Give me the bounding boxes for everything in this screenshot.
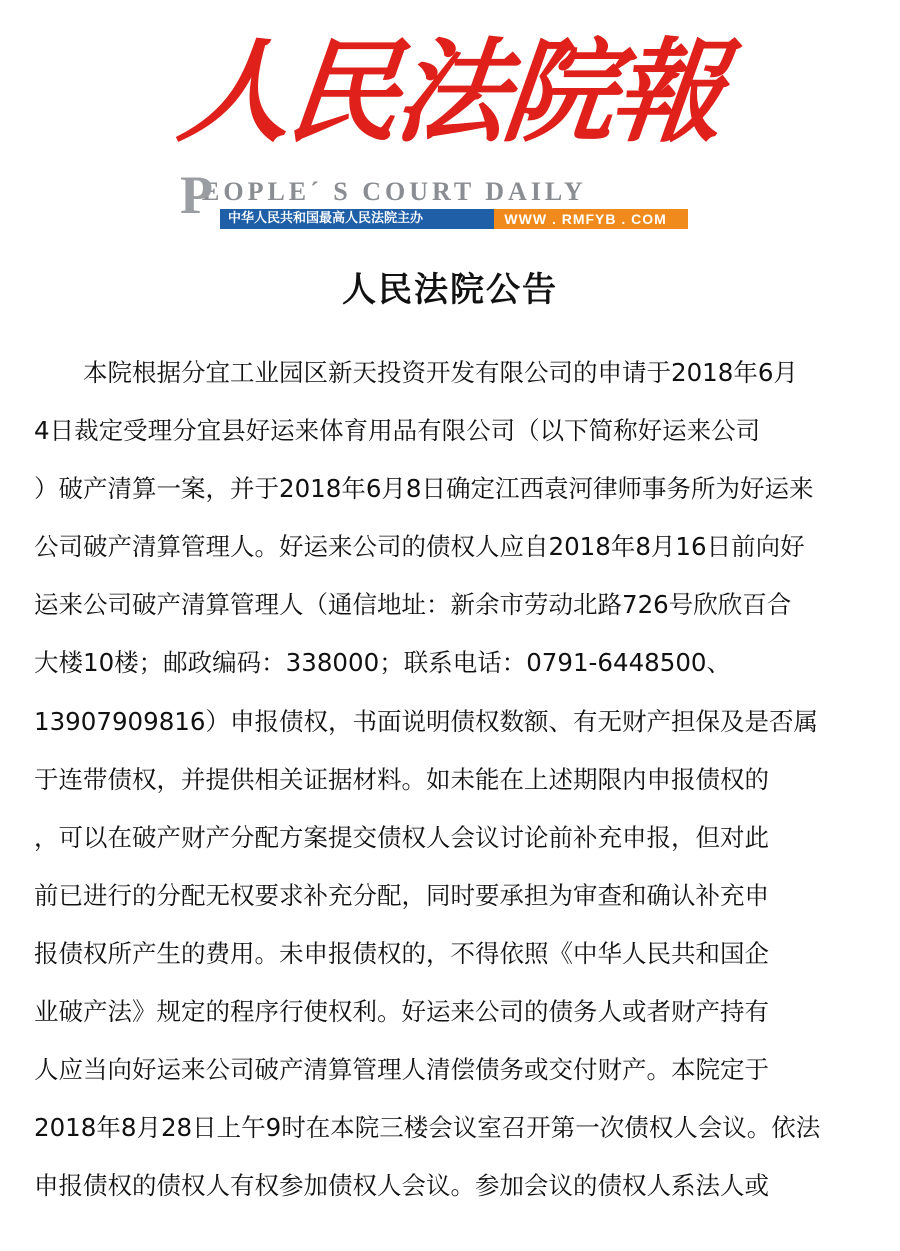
notice-line: 申报债权的债权人有权参加债权人会议。参加会议的债权人系法人或	[34, 1171, 769, 1201]
notice-line: 业破产法》规定的程序行使权利。好运来公司的债务人或者财产持有	[34, 997, 769, 1027]
masthead-logo	[173, 18, 727, 227]
masthead-english-initial: P	[180, 165, 217, 225]
notice-line: 于连带债权，并提供相关证据材料。如未能在上述期限内申报债权的	[34, 764, 769, 794]
notice-line: 人应当向好运来公司破产清算管理人清偿债务或交付财产。本院定于	[34, 1055, 769, 1085]
notice-line: 前已进行的分配无权要求补充分配，同时要承担为审查和确认补充申	[34, 880, 769, 910]
notice-line: ）破产清算一案，并于2018年6月8日确定江西袁河律师事务所为好运来	[34, 474, 814, 504]
masthead-website: WWW . RMFYB . COM	[494, 209, 688, 229]
notice-line: 报债权所产生的费用。未申报债权的，不得依照《中华人民共和国企	[34, 938, 769, 968]
masthead-sponsor: 中华人民共和国最高人民法院主办	[220, 209, 494, 229]
notice-line: 大楼10楼；邮政编码：338000；联系电话：0791-6448500、	[34, 648, 732, 678]
masthead-title: 人民法院報	[173, 27, 727, 158]
notice-line: 公司破产清算管理人。好运来公司的债权人应自2018年8月16日前向好	[34, 532, 805, 562]
masthead-english-rest: EOPLE´ S COURT DAILY	[202, 177, 587, 206]
masthead-bar	[220, 209, 688, 229]
notice-line: ，可以在破产财产分配方案提交债权人会议讨论前补充申报，但对此	[34, 822, 769, 852]
notice-line: 2018年8月28日上午9时在本院三楼会议室召开第一次债权人会议。依法	[34, 1113, 821, 1143]
notice-line: 运来公司破产清算管理人（通信地址：新余市劳动北路726号欣欣百合	[34, 590, 792, 620]
notice-line: 4日裁定受理分宜县好运来体育用品有限公司（以下简称好运来公司	[34, 416, 761, 446]
notice-line: 本院根据分宜工业园区新天投资开发有限公司的申请于2018年6月	[83, 358, 798, 387]
notice-title: 人民法院公告	[342, 270, 558, 310]
notice-body	[34, 344, 874, 1215]
notice-line: 13907909816）申报债权，书面说明债权数额、有无财产担保及是否属	[34, 706, 818, 736]
